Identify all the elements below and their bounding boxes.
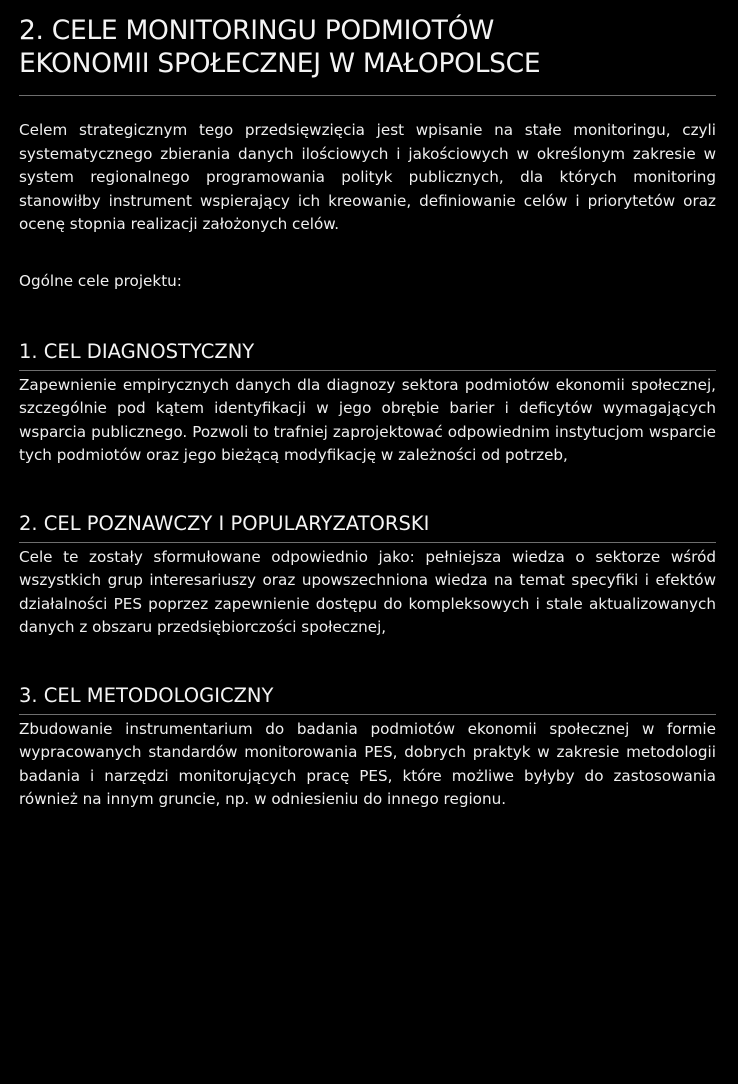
section-heading: 1. CEL DIAGNOSTYCZNY bbox=[19, 339, 255, 363]
section-heading: 2. CEL POZNAWCZY I POPULARYZATORSKI bbox=[19, 511, 430, 535]
goals-label: Ogólne cele projektu: bbox=[19, 271, 182, 290]
page-title-line-2: EKONOMII SPOŁECZNEJ W MAŁOPOLSCE bbox=[19, 48, 541, 79]
section-divider bbox=[19, 714, 716, 715]
section-divider bbox=[19, 542, 716, 543]
document-page bbox=[19, 14, 716, 812]
section-body: Cele te zostały sformułowane odpowiednio jako: pełniejsza wiedza o sektorze wśród wszystkich grup interesariuszy oraz upowszechniona wiedza na temat specyfiki i efektów działalności PES poprzez zapewnienie dostępu do kompleksowych i stale aktualizowanych danych z obszaru przedsiębiorczości społecznej, bbox=[19, 547, 716, 636]
intro-paragraph: Celem strategicznym tego przedsięwzięcia jest wpisanie na stałe monitoringu, czyli systematycznego zbierania danych ilościowych i jakościowych w określonym zakresie w system regionalnego programowania polityk publicznych, dla których monitoring stanowiłby instrument wspierający ich kreowanie, definiowanie celów i priorytetów oraz ocenę stopnia realizacji założonych celów. bbox=[19, 121, 716, 233]
section-body: Zbudowanie instrumentarium do badania podmiotów ekonomii społecznej w formie wypracowanych standardów monitorowania PES, dobrych praktyk w zakresie metodologii badania i narzędzi monitorujących pracę PES, które możliwe byłyby do zastosowania również na innym gruncie, np. w odniesieniu do innego regionu. bbox=[19, 719, 716, 808]
section-diagnostic-goal bbox=[19, 339, 716, 468]
page-title bbox=[19, 14, 716, 80]
section-heading: 3. CEL METODOLOGICZNY bbox=[19, 683, 274, 707]
section-methodological-goal bbox=[19, 683, 716, 812]
section-cognitive-goal bbox=[19, 511, 716, 640]
page-title-line-1: 2. CELE MONITORINGU PODMIOTÓW bbox=[19, 15, 495, 46]
section-divider bbox=[19, 370, 716, 371]
title-divider bbox=[19, 95, 716, 96]
section-body: Zapewnienie empirycznych danych dla diagnozy sektora podmiotów ekonomii społecznej, szczególnie pod kątem identyfikacji w jego obrębie barier i deficytów wymagających wsparcia publicznego. Pozwoli to trafniej zaprojektować odpowiednim instytucjom wsparcie tych podmiotów oraz jego bieżącą modyfikację w zależności od potrzeb, bbox=[19, 375, 716, 464]
